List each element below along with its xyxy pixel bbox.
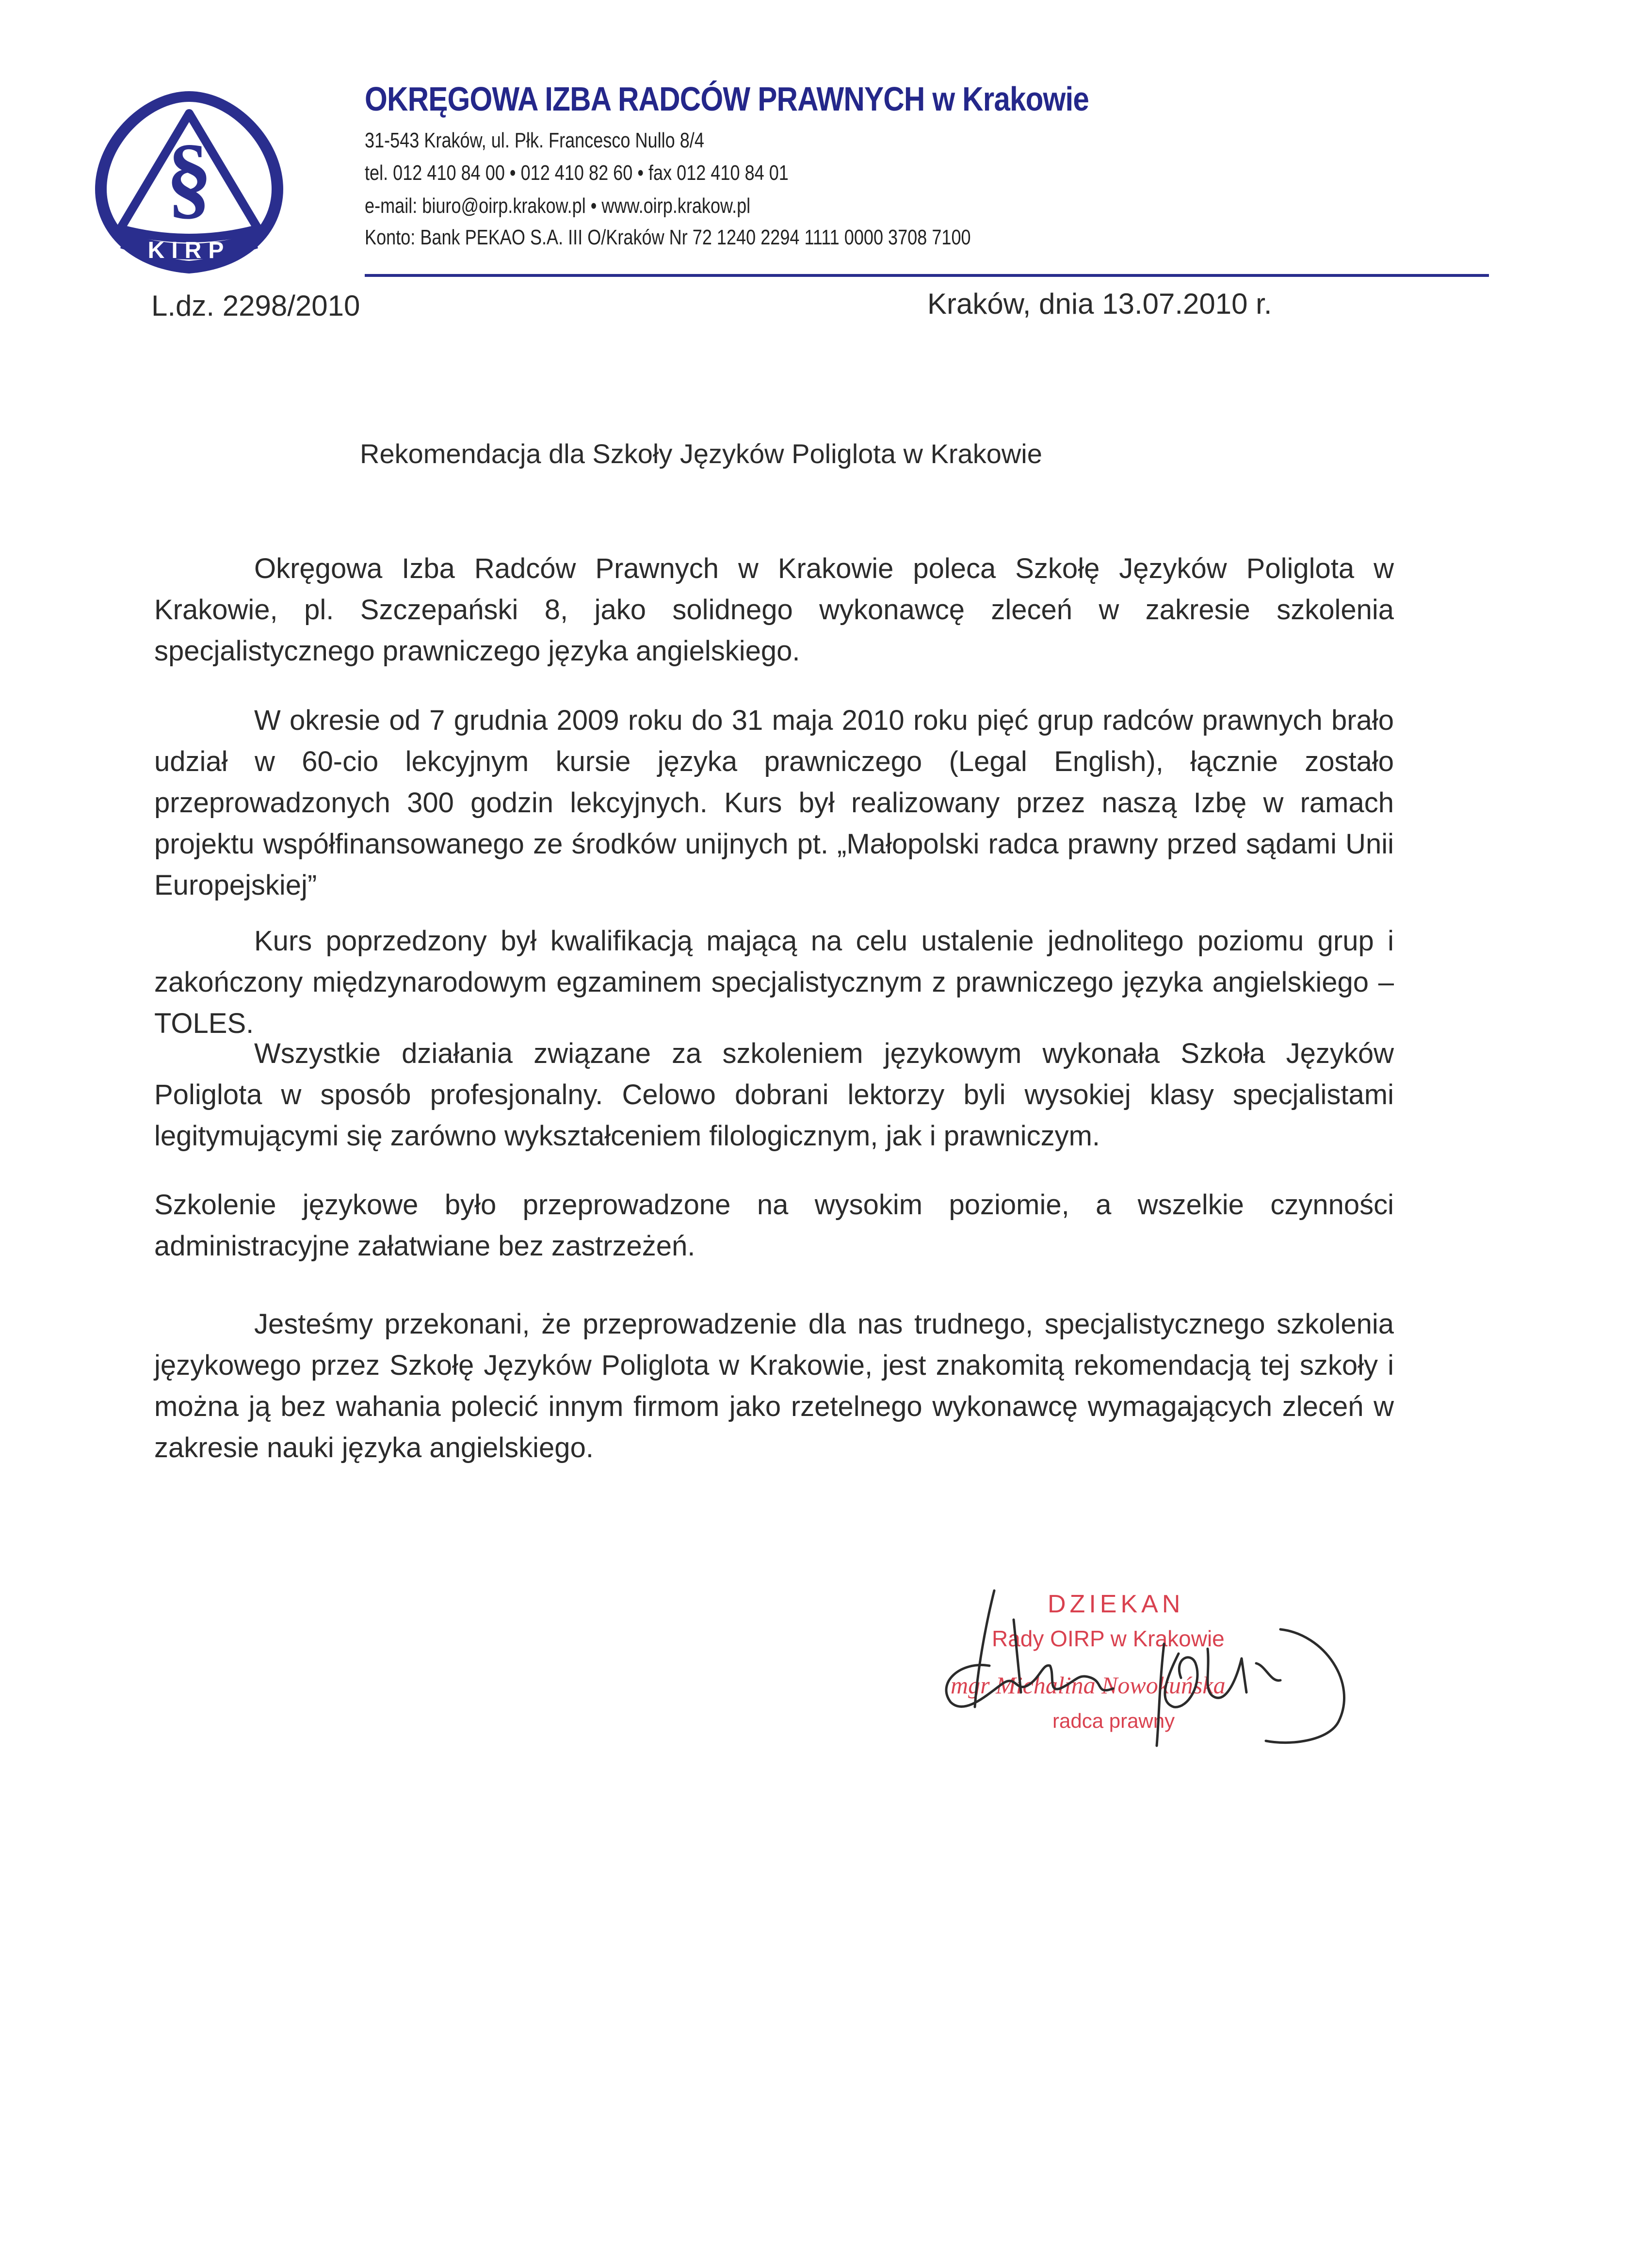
paragraph-4: Wszystkie działania związane za szkoleniem językowym wykonała Szkoła Języków Poliglota w sposób profesjonalny. Celowo dobrani lektorzy byli wysokiej klasy specjalistami legitymującymi się zarówno wykształceniem filologicznym, jak i prawniczym. [154,1038,1394,1152]
stamp-subtitle: Rady OIRP w Krakowie [992,1626,1225,1651]
paragraph-5: Szkolenie językowe było przeprowadzone na wysokim poziomie, a wszelkie czynności administracyjne załatwiane bez zastrzeżeń. [154,1189,1394,1262]
organization-phone: tel. 012 410 84 00 • 012 410 82 60 • fax 012 410 84 01 [365,161,789,185]
stamp-role: radca prawny [1052,1709,1175,1732]
paragraph-1: Okręgowa Izba Radców Prawnych w Krakowie poleca Szkołę Języków Poliglota w Krakowie, pl. Szczepański 8, jako solidnego wykonawcę zleceń w zakresie szkolenia specjalistycznego prawniczego języka angielskiego. [154,553,1394,667]
svg-text:§: § [166,126,212,228]
stamp-title: DZIEKAN [1048,1590,1184,1618]
organization-name: OKRĘGOWA IZBA RADCÓW PRAWNYCH w Krakowie [365,80,1089,118]
paragraph-3: Kurs poprzedzony był kwalifikacją mającą na celu ustalenie jednolitego poziomu grup i zakończony międzynarodowym egzaminem specjalistycznym z prawniczego języka angielskiego – TOLES. [154,925,1394,1039]
kirp-logo-icon [87,87,291,281]
stamp-name: mgr Michalina Nowokuńska [951,1672,1226,1699]
organization-contact: e-mail: biuro@oirp.krakow.pl • www.oirp.krakow.pl [365,194,751,218]
svg-text:KIRP: KIRP [147,238,231,263]
paragraph-6: Jesteśmy przekonani, że przeprowadzenie dla nas trudnego, specjalistycznego szkolenia językowego przez Szkołę Języków Poliglota w Krakowie, jest znakomitą rekomendacją tej szkoły i można ją bez wahania polecić innym firmom jako rzetelnego wykonawcę wymagających zleceń w zakresie nauki języka angielskiego. [154,1308,1394,1464]
organization-bank-account: Konto: Bank PEKAO S.A. III O/Kraków Nr 72 1240 2294 1111 0000 3708 7100 [365,225,971,249]
paragraph-2: W okresie od 7 grudnia 2009 roku do 31 maja 2010 roku pięć grup radców prawnych brało udział w 60-cio lekcyjnym kursie języka prawniczego (Legal English), łącznie zostało przeprowadzonych 300 godzin lekcyjnych. Kurs był realizowany przez naszą Izbę w ramach projektu współfinansowanego ze środków unijnych pt. „Małopolski radca prawny przed sądami Unii Europejskiej” [154,705,1394,901]
handwritten-signature [931,1561,1358,1765]
letterhead-divider [365,274,1489,277]
organization-address: 31-543 Kraków, ul. Płk. Francesco Nullo 8/4 [365,129,704,152]
letter-date: Kraków, dnia 13.07.2010 r. [927,288,1272,320]
reference-number: L.dz. 2298/2010 [151,290,360,322]
letter-subject: Rekomendacja dla Szkoły Języków Poliglota w Krakowie [360,438,1042,469]
